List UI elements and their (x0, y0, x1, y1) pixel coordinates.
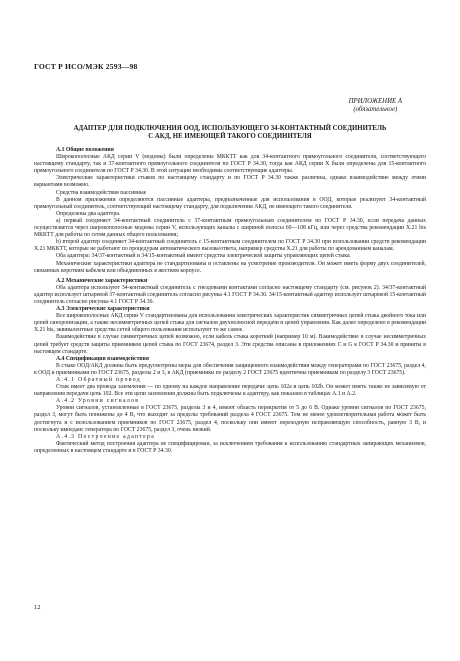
page-number: 12 (34, 604, 41, 611)
paragraph: Стык имеет два провода заземления — по одному на каждое направление передачи: цепь 102а и цепь 102b. Он может иметь также не зависимую от направления передачи цепь 102. Все эти цепи заземления должны быть подключены к адаптеру, как показано в таблицах А.1 и А.2. (34, 384, 426, 398)
subsection-heading-a42: А.4.2 Уровни сигналов (56, 398, 140, 405)
paragraph: Оба адаптера: 34/37-контактный и 34/15-контактный имеют средства электрической защиты управляющих цепей стыка. (56, 253, 351, 260)
paragraph: Электрические характеристики стыков по настоящему стандарту и по ГОСТ Р 34.30 также различны, однако взаимодействие между этими вариантами возможно. (34, 175, 426, 189)
section-heading-a3: А.3 Электрические характеристики (56, 306, 150, 313)
subsection-heading-a43: А.4.3 Построение адаптера (56, 433, 156, 440)
title-line-2: С АКД, НЕ ИМЕЮЩЕЙ ТАКОГО СОЕДИНИТЕЛЯ (148, 133, 312, 141)
document-title (34, 125, 426, 142)
paragraph: В данном приложении определяются пассивные адаптеры, предназначенные для использования в ООД, которые реализуют 34-контактный прямоугольный соединитель, соответствующий настоящему стандарту, для подключения АКД, не имеющего такого соединителя. (34, 196, 426, 210)
paragraph: Все широкополосные АКД серии V стандартизованы для использования электрических характеристик симметричных цепей стыка двойного тока или цепей синхронизации, а также несимметричных цепей стыка для сигналов двухполюсной передачи и цепей управления. Как далее определено в рекомендации X.21 bis, эквивалентные средства сетей общего пользования используют то же самое. (34, 313, 426, 334)
paragraph: b) второй адаптер соединяет 34-контактный соединитель с 15-контактным соединителем по ГОСТ Р 34.30 при использовании средств рекомендации X.21 МККТТ, которые не работают по процедурам автоматического вызова/ответа, например средства X.21 для работы по арендованным каналам. (34, 239, 426, 253)
paragraph: В стыке ООД/АКД должны быть предусмотрены меры для обеспечения защищенного взаимодействия между генераторами по ГОСТ 23675, раздел 4, в ООД и приемниками по ГОСТ 23675, разделы 2 и 3, в АКД (приемники по разделу 2 ГОСТ 23675 идентичны приемникам по разделу 3 ГОСТ 23675). (34, 362, 426, 376)
appendix-note: (обязательное) (353, 106, 398, 113)
appendix-title: ПРИЛОЖЕНИЕ А (348, 98, 402, 105)
title-line-1: АДАПТЕР ДЛЯ ПОДКЛЮЧЕНИЯ ООД, ИСПОЛЬЗУЮЩЕГО 34-КОНТАКТНЫЙ СОЕДИНИТЕЛЬ (73, 125, 387, 132)
paragraph: Фактический метод построения адаптера не специфицирован, за исключением требования к использованию стандартных запирающих механизмов, определенных в настоящем стандарте и в ГОСТ Р 34.30. (34, 440, 426, 454)
section-heading-a4: А.4 Спецификация взаимодействия (56, 355, 149, 362)
paragraph: Уровни сигналов, установленные в ГОСТ 23675, разделы 3 и 4, имеют область перекрытия от 5 до 6 В. Однако уровни сигналов по ГОСТ 23675, раздел 3, могут быть понижены до 4 В, что выходит за пределы требований раздела 4 ГОСТ 23675. Тем не менее удовлетворительная работа может быть достигнута и с использованием приемников по ГОСТ 23675, раздел 4, поскольку они имеют переходную исправляющую способность, равную 3 В, и поскольку импеданс генератора по ГОСТ 23675, раздел 3, очень низкий. (34, 405, 426, 433)
subsection-heading-a41: А.4.1 Обратный провод (56, 377, 141, 383)
paragraph: Средства взаимодействия пассивные (56, 189, 147, 196)
standard-header: ГОСТ Р ИСО/МЭК 2593—98 (34, 62, 138, 71)
appendix-label (349, 98, 402, 114)
section-heading-a2: А.2 Механические характеристики (56, 277, 148, 284)
paragraph: Широкополосные АКД серии V (модемы) были определены МККТТ как для 34-контактного прямоугольного соединителя, соответствующего настоящему стандарту, так и 37-контактного прямоугольного соединителя по ГОСТ Р 34.30, тогда как АКД серии X были определены для 15-контактного прямоугольного соединителя по ГОСТ Р 34.30. В этой ситуации необходимы соответствующие адаптеры. (34, 154, 426, 175)
paragraph: а) первый соединяет 34-контактный соединитель с 37-контактным прямоугольным соединителем по ГОСТ Р 34.30, если передача данных осуществляется через широкополосные модемы серии V, использующих каналы с шириной полосы 60—108 кГц, или через средства рекомендации X.21 bis МККТТ для работы по сетям данных общего пользования; (34, 217, 426, 239)
section-heading-a1: А.1 Общие положения (56, 147, 114, 153)
paragraph: Механические характеристики адаптера не стандартизованы и оставлены на усмотрение производителя. Он может иметь форму двух соединителей, связанных коротким кабелем или объединенных в жестком корпусе. (34, 260, 426, 274)
paragraph: Определены два адаптера. (56, 210, 121, 217)
paragraph: Взаимодействие в случае симметричных цепей возможно, если кабель стыка короткий (например 10 м). Взаимодействие в случае несимметричных цепей требует средств защиты приемников цепей стыка по ГОСТ 23674, раздел 3. Эти средства описаны в приложениях С и G к ГОСТ Р 34.30 и приняты в настоящем стандарте. (34, 334, 426, 355)
paragraph: Оба адаптера используют 34-контактный соединитель с гнездовыми контактами согласно настоящему стандарту (см. рисунок 2). 34/37-контактный адаптер использует штыревой 37-контактный соединитель согласно рисунка 4.1 ГОСТ Р 34.30. 34/15-контактный адаптер использует штыревой 15-контактный соединитель согласно рисунка 4.1 ГОСТ Р 34.30. (34, 284, 426, 305)
document-body (34, 147, 426, 455)
